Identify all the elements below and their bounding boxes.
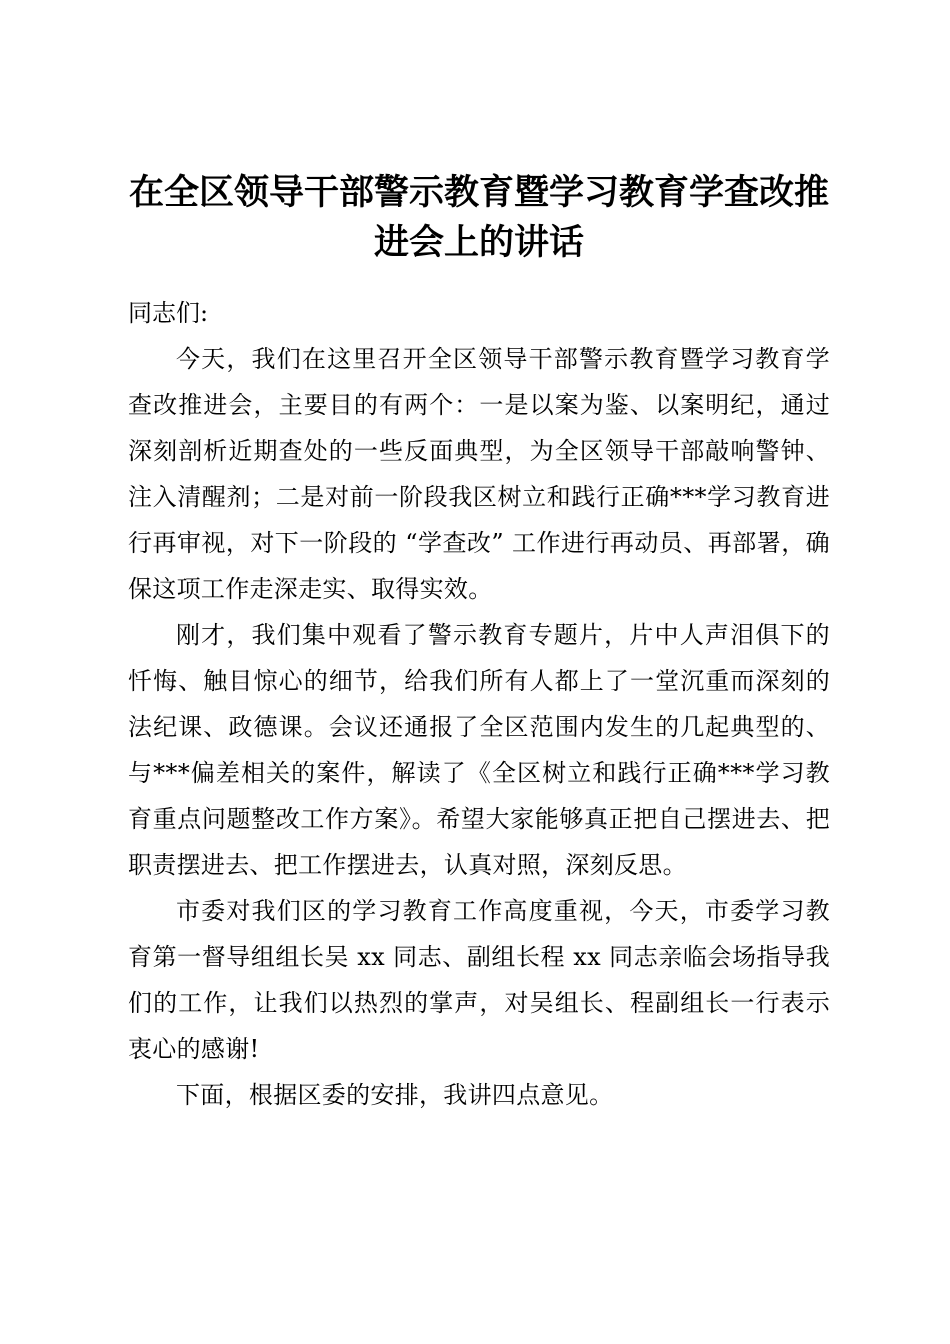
title-line-2: 进会上的讲话 bbox=[373, 223, 584, 263]
paragraph-3: 市委对我们区的学习教育工作高度重视，今天，市委学习教育第一督导组组长吴 xx 同志、副组长程 xx 同志亲临会场指导我们的工作，让我们以热烈的掌声，对吴组长、程副组长一行表示衷心的感谢! bbox=[128, 897, 830, 1063]
paragraph-1: 今天，我们在这里召开全区领导干部警示教育暨学习教育学查改推进会，主要目的有两个：一是以案为鉴、以案明纪，通过深刻剖析近期查处的一些反面典型，为全区领导干部敲响警钟、注入清醒剂；二是对前一阶段我区树立和践行正确***学习教育进行再审视，对下一阶段的 “学查改” 工作进行再动员、再部署，确保这项工作走深走实、取得实效。 bbox=[128, 345, 830, 603]
title-line-1: 在全区领导干部警示教育暨学习教育学查改推 bbox=[128, 173, 829, 213]
paragraph-4: 下面，根据区委的安排，我讲四点意见。 bbox=[176, 1081, 614, 1109]
document-title bbox=[128, 168, 830, 268]
document-page bbox=[128, 168, 830, 1118]
paragraph-2: 刚才，我们集中观看了警示教育专题片，片中人声泪俱下的忏悔、触目惊心的细节，给我们所有人都上了一堂沉重而深刻的法纪课、政德课。会议还通报了全区范围内发生的几起典型的、与***偏差相关的案件，解读了《全区树立和践行正确***学习教育重点问题整改工作方案》。希望大家能够真正把自己摆进去、把职责摆进去、把工作摆进去，认真对照，深刻反思。 bbox=[128, 621, 830, 879]
salutation: 同志们: bbox=[128, 299, 209, 327]
